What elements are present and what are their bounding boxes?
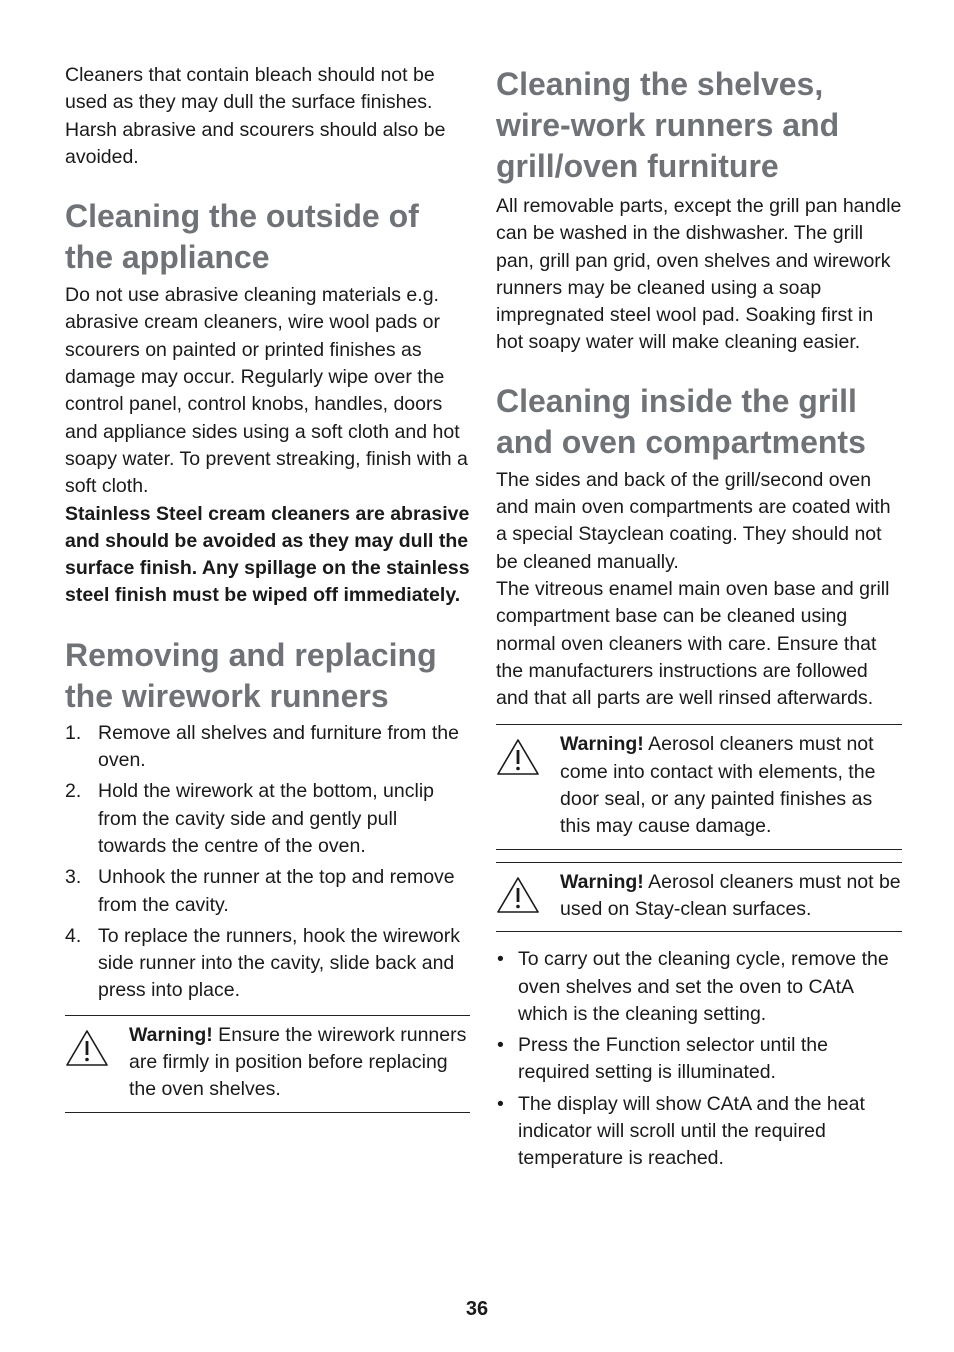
step-number: 2. xyxy=(65,780,82,803)
list-item xyxy=(65,720,470,775)
bullet-text: Press the Function selector until the required setting is illuminated. xyxy=(518,1034,828,1084)
runner-steps-list xyxy=(65,720,470,1005)
bullet: • xyxy=(497,1092,504,1115)
right-column xyxy=(496,62,902,1177)
step-text: Remove all shelves and furniture from the oven. xyxy=(98,721,459,772)
warning-box-aerosol-stayclean xyxy=(496,862,902,933)
cleaning-cycle-list xyxy=(496,946,902,1172)
warning-label: Warning! xyxy=(560,733,644,756)
warning-message: Ensure the wirework runners are firmly in position before replacing the oven shelves. xyxy=(129,1023,467,1101)
warning-label: Warning! xyxy=(129,1023,213,1046)
heading-removing-runners: Removing and replacing the wirework runners xyxy=(65,636,437,714)
heading-cleaning-inside: Cleaning inside the grill and oven compartments xyxy=(496,382,866,460)
inside-body-2: The vitreous enamel main oven base and grill compartment base can be cleaned using normal oven cleaners with care. Ensure that the manufacturers instructions are followed and that all parts are well rinsed afterwards. xyxy=(496,577,890,710)
warning-box-runners xyxy=(65,1015,470,1113)
warning-message: Aerosol cleaners must not be used on Stay-clean surfaces. xyxy=(560,870,901,920)
step-text: To replace the runners, hook the wirework side runner into the cavity, slide back and press into place. xyxy=(98,924,461,1002)
warning-text xyxy=(560,731,902,840)
warning-triangle-icon xyxy=(496,869,560,915)
stainless-steel-note: Stainless Steel cream cleaners are abrasive and should be avoided as they may dull the surface finish. Any spillage on the stainless steel finish must be wiped off immediately. xyxy=(65,502,470,607)
outside-body: Do not use abrasive cleaning materials e.g. abrasive cream cleaners, wire wool pads or scourers on painted or printed finishes as damage may occur. Regularly wipe over the control panel, control knobs, handles, doors and appliance sides using a soft cloth and hot soapy water. To prevent streaking, finish with a soft cloth. xyxy=(65,284,468,498)
page-number: 36 xyxy=(465,1298,489,1320)
warning-triangle-icon xyxy=(496,731,560,777)
shelves-body: All removable parts, except the grill pan handle can be washed in the dishwasher. The grill pan, grill pan grid, oven shelves and wirework runners may be cleaned using a soap impregnated steel wool pad. Soaking first in hot soapy water will make cleaning easier. xyxy=(496,195,902,354)
bullet: • xyxy=(497,1034,504,1057)
warning-label: Warning! xyxy=(560,870,644,893)
step-number: 1. xyxy=(65,721,82,744)
step-text: Hold the wirework at the bottom, unclip from the cavity side and gently pull towards the centre of the oven. xyxy=(98,780,434,857)
list-item xyxy=(496,1032,902,1087)
warning-text xyxy=(129,1022,470,1104)
left-column xyxy=(65,62,470,1113)
bullet: • xyxy=(497,948,504,971)
bullet-text: The display will show CAtA and the heat indicator will scroll until the required temperature is reached. xyxy=(518,1092,865,1170)
list-item xyxy=(65,778,470,860)
heading-cleaning-outside: Cleaning the outside of the appliance xyxy=(65,198,419,276)
warning-text xyxy=(560,869,902,924)
warning-triangle-icon xyxy=(65,1022,129,1068)
list-item xyxy=(496,946,902,1028)
bullet-text: To carry out the cleaning cycle, remove the oven shelves and set the oven to CAtA which is the cleaning setting. xyxy=(518,948,889,1025)
heading-cleaning-shelves: Cleaning the shelves, wire-work runners and grill/oven furniture xyxy=(496,66,840,184)
intro-paragraph: Cleaners that contain bleach should not be used as they may dull the surface finishes. Harsh abrasive and scourers should also be avoided. xyxy=(65,64,446,168)
inside-body-1: The sides and back of the grill/second oven and main oven compartments are coated with a special Stayclean coating. They should not be cleaned manually. xyxy=(496,468,891,573)
warning-box-aerosol-elements xyxy=(496,724,902,849)
warning-message: Aerosol cleaners must not come into contact with elements, the door seal, or any painted finishes as this may cause damage. xyxy=(560,733,876,838)
list-item xyxy=(496,1091,902,1173)
list-item xyxy=(65,864,470,919)
step-number: 3. xyxy=(65,866,82,889)
step-number: 4. xyxy=(65,924,82,947)
step-text: Unhook the runner at the top and remove from the cavity. xyxy=(98,866,455,916)
list-item xyxy=(65,923,470,1005)
